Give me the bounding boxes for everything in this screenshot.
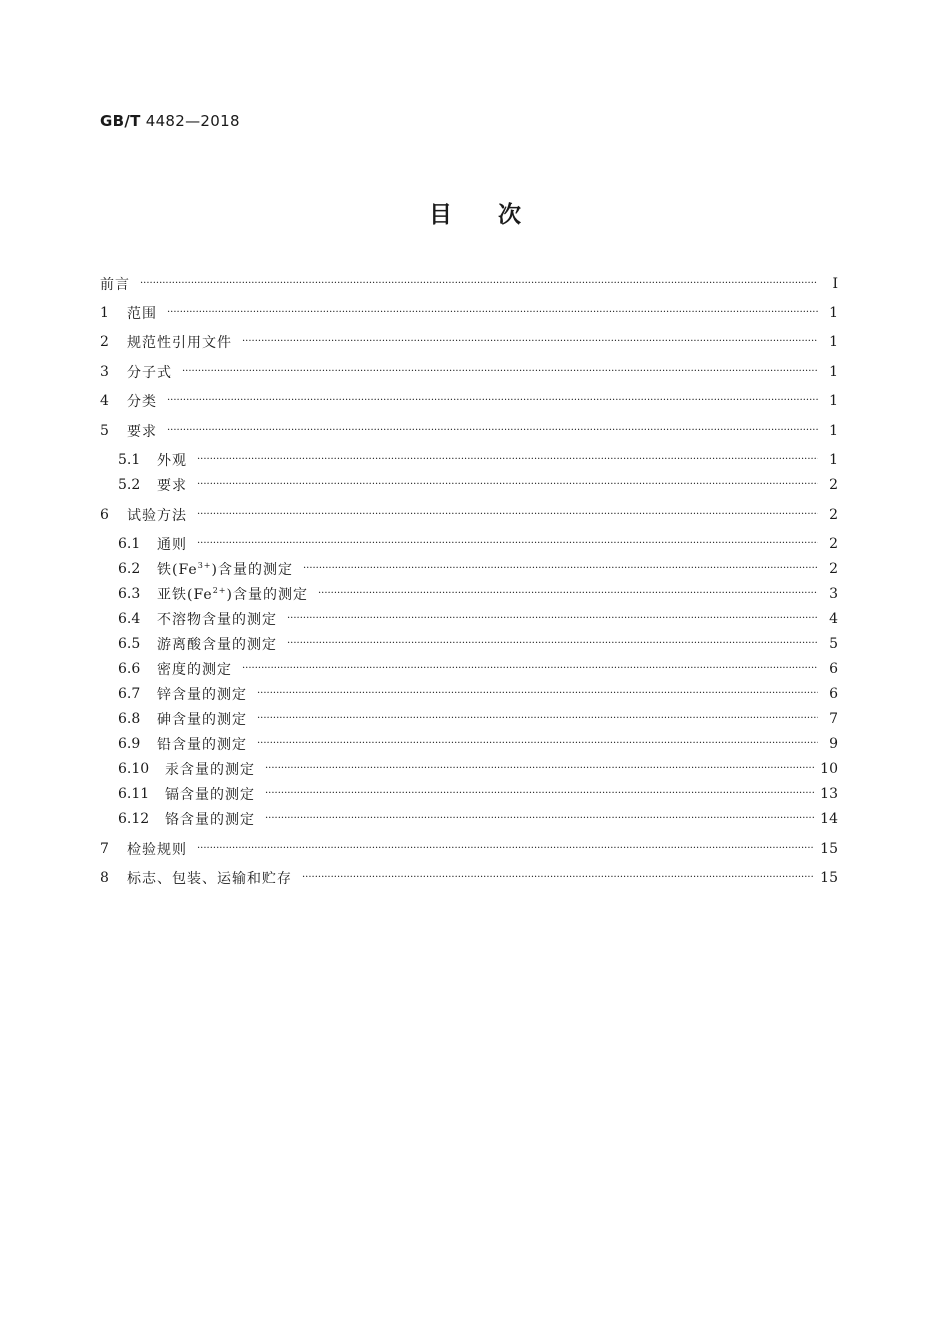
toc-label: 要求 [157, 478, 187, 494]
dot-leader [167, 394, 818, 408]
toc-page: 10 [820, 761, 838, 777]
toc-entry-2[interactable] [100, 328, 838, 356]
dot-leader [257, 737, 818, 751]
dot-leader [197, 478, 818, 492]
toc-entry-foreword[interactable] [100, 270, 838, 298]
toc-label: 规范性引用文件 [127, 335, 232, 351]
toc-page: 15 [820, 841, 838, 857]
dot-leader [257, 712, 818, 726]
toc-number: 1 [100, 305, 109, 321]
toc-page: 15 [820, 870, 838, 886]
toc-page: 2 [829, 561, 838, 577]
toc-label-pre: 铁(Fe [157, 562, 198, 578]
toc-number: 6.2 [118, 561, 141, 577]
toc-entry-6-3[interactable] [118, 580, 838, 608]
toc-label: 铅含量的测定 [157, 737, 247, 753]
toc-label: 标志、包装、运输和贮存 [127, 871, 292, 887]
toc-number: 6.6 [118, 661, 141, 677]
toc-label [157, 559, 293, 579]
toc-number: 3 [100, 364, 109, 380]
toc-label [157, 584, 308, 604]
dot-leader [167, 424, 818, 438]
toc-label: 前言 [100, 277, 130, 293]
dot-leader [182, 365, 818, 379]
toc-number: 6 [100, 507, 109, 523]
toc-page: 1 [829, 393, 838, 409]
toc-number: 6.9 [118, 736, 141, 752]
toc-label: 要求 [127, 424, 157, 440]
toc-entry-3[interactable] [100, 358, 838, 386]
toc-label: 铬含量的测定 [165, 812, 255, 828]
dot-leader [167, 306, 818, 320]
dot-leader [287, 612, 818, 626]
toc-number: 6.4 [118, 611, 141, 627]
toc-label: 密度的测定 [157, 662, 232, 678]
toc-page: 1 [829, 364, 838, 380]
standard-code [100, 112, 240, 130]
dot-leader [265, 787, 814, 801]
toc-number: 5.2 [118, 477, 141, 493]
toc-page: 7 [829, 711, 838, 727]
page-title: 目次 [429, 201, 567, 228]
toc-number: 2 [100, 334, 109, 350]
toc-page: 1 [829, 423, 838, 439]
toc-label: 试验方法 [127, 508, 187, 524]
toc-number: 6.7 [118, 686, 141, 702]
toc-entry-1[interactable] [100, 299, 838, 327]
toc-entry-6-8[interactable] [118, 705, 838, 733]
ion-charge: 3+ [197, 561, 212, 570]
toc-entry-7[interactable] [100, 835, 838, 863]
toc-page: 6 [829, 661, 838, 677]
toc-label: 通则 [157, 537, 187, 553]
toc-page: 13 [820, 786, 838, 802]
toc-page: 2 [829, 477, 838, 493]
toc-page: 1 [829, 334, 838, 350]
ion-charge: 2+ [212, 586, 227, 595]
toc-entry-6[interactable] [100, 501, 838, 529]
toc-entry-6-6[interactable] [118, 655, 838, 683]
toc-number: 4 [100, 393, 109, 409]
toc-number: 6.11 [118, 786, 150, 802]
toc-page: 4 [829, 611, 838, 627]
toc-number: 6.8 [118, 711, 141, 727]
toc-label: 砷含量的测定 [157, 712, 247, 728]
toc-label: 检验规则 [127, 842, 187, 858]
toc-entry-6-11[interactable] [118, 780, 838, 808]
toc-label: 汞含量的测定 [165, 762, 255, 778]
toc-page: 1 [829, 305, 838, 321]
dot-leader [197, 508, 818, 522]
toc-entry-6-4[interactable] [118, 605, 838, 633]
toc-page: 14 [820, 811, 838, 827]
dot-leader [265, 762, 814, 776]
toc-entry-5[interactable] [100, 417, 838, 445]
toc-entry-4[interactable] [100, 387, 838, 415]
toc-page: 3 [829, 586, 838, 602]
toc-number: 6.1 [118, 536, 141, 552]
toc-entry-6-7[interactable] [118, 680, 838, 708]
toc-page: 9 [829, 736, 838, 752]
toc-entry-6-1[interactable] [118, 530, 838, 558]
toc-number: 6.3 [118, 586, 141, 602]
dot-leader [302, 871, 814, 885]
toc-page: 5 [829, 636, 838, 652]
toc-label-pre: 亚铁(Fe [157, 587, 213, 603]
toc-entry-6-5[interactable] [118, 630, 838, 658]
dot-leader [265, 812, 814, 826]
dot-leader [318, 587, 818, 601]
toc-number: 5 [100, 423, 109, 439]
toc-label-post: )含量的测定 [211, 562, 293, 578]
toc-label: 分类 [127, 394, 157, 410]
toc-number: 7 [100, 841, 109, 857]
toc-page: 1 [829, 452, 838, 468]
toc-entry-5-2[interactable] [118, 471, 838, 499]
dot-leader [197, 537, 818, 551]
dot-leader [197, 453, 818, 467]
toc-entry-6-9[interactable] [118, 730, 838, 758]
toc-entry-6-12[interactable] [118, 805, 838, 833]
dot-leader [242, 335, 818, 349]
toc-entry-5-1[interactable] [118, 446, 838, 474]
toc-entry-6-2[interactable] [118, 555, 838, 583]
dot-leader [287, 637, 818, 651]
toc-number: 6.5 [118, 636, 141, 652]
toc-page: 2 [829, 536, 838, 552]
toc-label: 游离酸含量的测定 [157, 637, 277, 653]
toc-number: 5.1 [118, 452, 141, 468]
toc-label-post: )含量的测定 [226, 587, 308, 603]
dot-leader [140, 277, 818, 291]
dot-leader [197, 842, 814, 856]
toc-entry-8[interactable] [100, 864, 838, 892]
toc-page: Ⅰ [832, 276, 838, 292]
toc-number: 6.12 [118, 811, 150, 827]
toc-label: 不溶物含量的测定 [157, 612, 277, 628]
dot-leader [257, 687, 818, 701]
toc-label: 外观 [157, 453, 187, 469]
toc-number: 6.10 [118, 761, 150, 777]
toc-page: 2 [829, 507, 838, 523]
toc-number: 8 [100, 870, 109, 886]
toc-label: 范围 [127, 306, 157, 322]
standard-number: 4482—2018 [145, 112, 240, 130]
dot-leader [303, 562, 818, 576]
toc-entry-6-10[interactable] [118, 755, 838, 783]
toc-label: 锌含量的测定 [157, 687, 247, 703]
dot-leader [242, 662, 818, 676]
standard-prefix: GB/T [100, 112, 141, 130]
toc-page: 6 [829, 686, 838, 702]
toc-label: 镉含量的测定 [165, 787, 255, 803]
toc-label: 分子式 [127, 365, 172, 381]
